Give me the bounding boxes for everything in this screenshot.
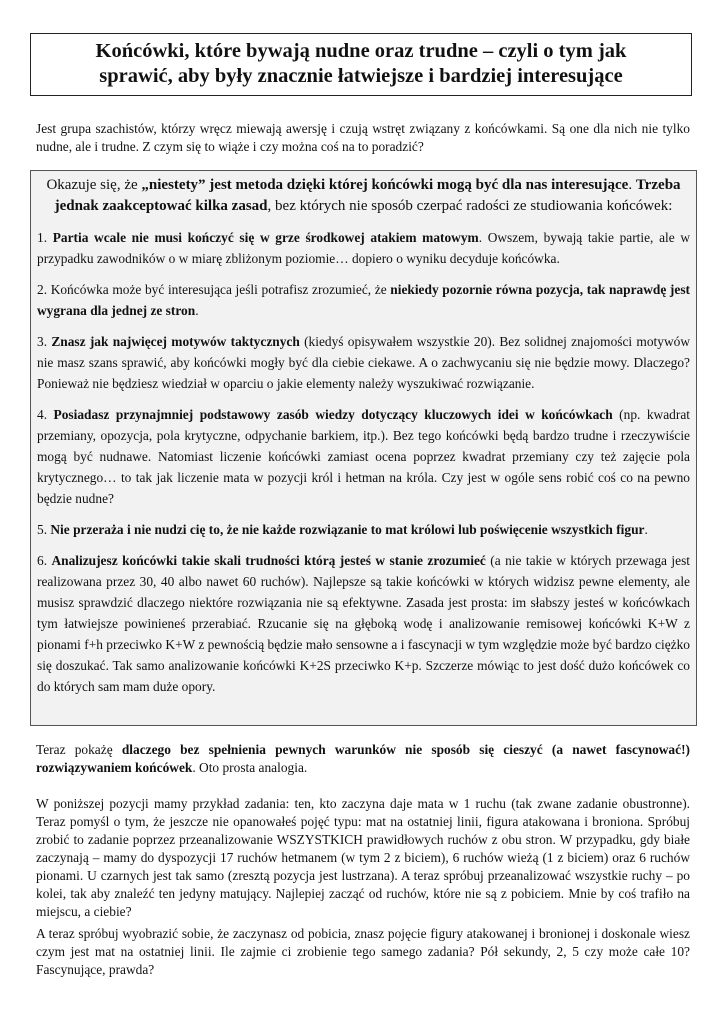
rule-6-bold: Analizujesz końcówki takie skali trudności którą jesteś w stanie zrozumieć — [51, 553, 486, 568]
rules-box — [30, 170, 697, 726]
lead-text-e: , bez których nie sposób czerpać radości ze studiowania końcówek: — [267, 197, 673, 214]
lead-bold-rules: Trzeba jednak zaakceptować kilka zasad — [54, 177, 681, 214]
rule-4-number: 4. — [37, 407, 54, 422]
rule-6-text: (a nie takie w których przewaga jest realizowana przez 30, 40 albo nawet 60 ruchów). Najlepsze są takie końcówki w których widzisz pewne elementy, ale musisz sprawdzić dlaczego niektóre rozwiązania nie są efektywne. Zasada jest prosta: im słabszy jesteś w końcówkach tym łatwiejsze powinieneś przerabiać. Rzucanie się na głęboką wodę i analizowanie remisowej końcówki K+W z pionami f+h przeciwko K+W z pewnością będzie mało sensowne a i fascynacji w tym względzie może być bardzo ciężko się doszukać. Tak samo analizowanie końcówki K+2S przeciwko K+p. Szczerze mówiąc to jest dość dużo końcówek co do których sam mam duże opory. — [37, 553, 690, 694]
rule-6-number: 6. — [37, 553, 52, 568]
rule-4 — [37, 404, 690, 509]
task-paragraph: W poniższej pozycji mamy przykład zadania: ten, kto zaczyna daje mata w 1 ruchu (tak zwane zadanie obustronne). Teraz pomyśl o tym, że jeszcze nie opanowałeś pojęć typu: mat na ostatniej linii, figura atakowana i broniona. Spróbuj zrobić to zadanie poprzez przeanalizowanie WSZYSTKICH prawidłowych ruchów z obu stron. W przypadku, gdy białe zaczynają – mamy do dyspozycji 17 ruchów hetmanem (w tym 2 z biciem), 6 ruchów wieżą (1 z biciem) oraz 6 ruchów pionami. U czarnych jest tak samo (zresztą pozycja jest lustrzana). A teraz spróbuj przeanalizować wszystkie ruchy – po kolei, tak aby znaleźć ten jedyny matujący. Najlepiej zacząć od ruchów, które nie są z pobiciem. Mnie by coś trafiło na miejscu, a ciebie? — [36, 796, 690, 919]
rule-5-bold: Nie przeraża i nie nudzi cię to, że nie każde rozwiązanie to mat królowi lub poświęcenie wszystkich figur — [50, 522, 645, 537]
rule-6 — [37, 550, 690, 697]
analogy-bold: dlaczego bez spełnienia pewnych warunków nie sposób się cieszyć (a nawet fascynować!) rozwiązywaniem końcówek — [36, 742, 690, 775]
rule-1-text: . Owszem, bywają takie partie, ale w przypadku zawodników o w miarę zbliżonym poziomie… dopiero o wyniku decyduje końcówka. — [37, 230, 691, 266]
rule-2-end: . — [195, 303, 199, 318]
rule-2-bold: niekiedy pozornie równa pozycja, tak naprawdę jest wygrana dla jednej ze stron — [37, 282, 690, 318]
rule-3 — [37, 331, 690, 394]
rule-3-number: 3. — [37, 334, 52, 349]
rule-4-bold: Posiadasz przynajmniej podstawowy zasób wiedzy dotyczący kluczowych idei w końcówkach — [53, 407, 613, 422]
rule-5 — [37, 519, 690, 540]
analogy-line — [36, 741, 690, 777]
title-line-2: sprawić, aby były znacznie łatwiejsze i bardziej interesujące — [99, 65, 623, 87]
analogy-text: Teraz pokażę — [36, 742, 122, 757]
rule-4-text: (np. kwadrat przemiany, opozycja, pola krytyczne, odpychanie barkiem, itp.). Bez tego końcówki będą bardzo trudne i rzeczywiście mogą być nudnawe. Natomiast liczenie końcówki zamiast ocena poprzez kwadrat przemiany czy też zajęcie pola krytycznego… to tak jak liczenie mata w pozycji król i hetman na króla. Czy jest w ogóle sens robić coś co na pewno będzie nudne? — [37, 407, 690, 506]
rule-5-end: . — [644, 522, 648, 537]
rule-2-text: 2. Końcówka może być interesująca jeśli potrafisz zrozumieć, że — [37, 282, 391, 297]
article-title — [30, 33, 692, 96]
rules-lead — [37, 175, 690, 216]
title-line-1: Końcówki, które bywają nudne oraz trudne – czyli o tym jak — [95, 40, 627, 62]
analogy-paragraph — [36, 741, 690, 777]
lead-text-a: Okazuje się, że — [46, 177, 142, 193]
lead-text-c: . — [628, 177, 636, 193]
analogy-end: . Oto prosta analogia. — [192, 760, 308, 775]
rule-3-bold: Znasz jak najwięcej motywów taktycznych — [51, 334, 300, 349]
rule-5-number: 5. — [37, 522, 51, 537]
rule-1 — [37, 227, 690, 269]
intro-paragraph: Jest grupa szachistów, którzy wręcz miewają awersję i czują wstręt związany z końcówkami. Są one dla nich nie tylko nudne, ale i trudne. Z czym się to wiąże i czy można coś na to poradzić? — [36, 121, 690, 154]
rule-2 — [37, 279, 690, 321]
rule-1-number: 1. — [37, 230, 53, 245]
rule-1-bold: Partia wcale nie musi kończyć się w grze środkowej atakiem matowym — [52, 230, 479, 245]
lead-bold-method: „niestety” jest metoda dzięki której końcówki mogą być dla nas interesujące — [141, 177, 629, 193]
final-paragraph: A teraz spróbuj wyobrazić sobie, że zaczynasz od pobicia, znasz pojęcie figury atakowanej i bronionej i doskonale wiesz czym jest mat na ostatniej linii. Ile zajmie ci zrobienie tego samego zadania? Pół sekundy, 2, 5 czy może całe 10? Fascynujące, prawda? — [36, 926, 690, 977]
rule-3-text: (kiedyś opisywałem wszystkie 20). Bez solidnej znajomości motywów nie masz szans sprawić, aby końcówki mogły być dla ciebie ciekawe. A o zachwycaniu się nie będzie mowy. Dlaczego? Ponieważ nie będziesz wiedział w oparciu o jakie elementy należy wyszukiwać rozwiązanie. — [37, 334, 690, 391]
